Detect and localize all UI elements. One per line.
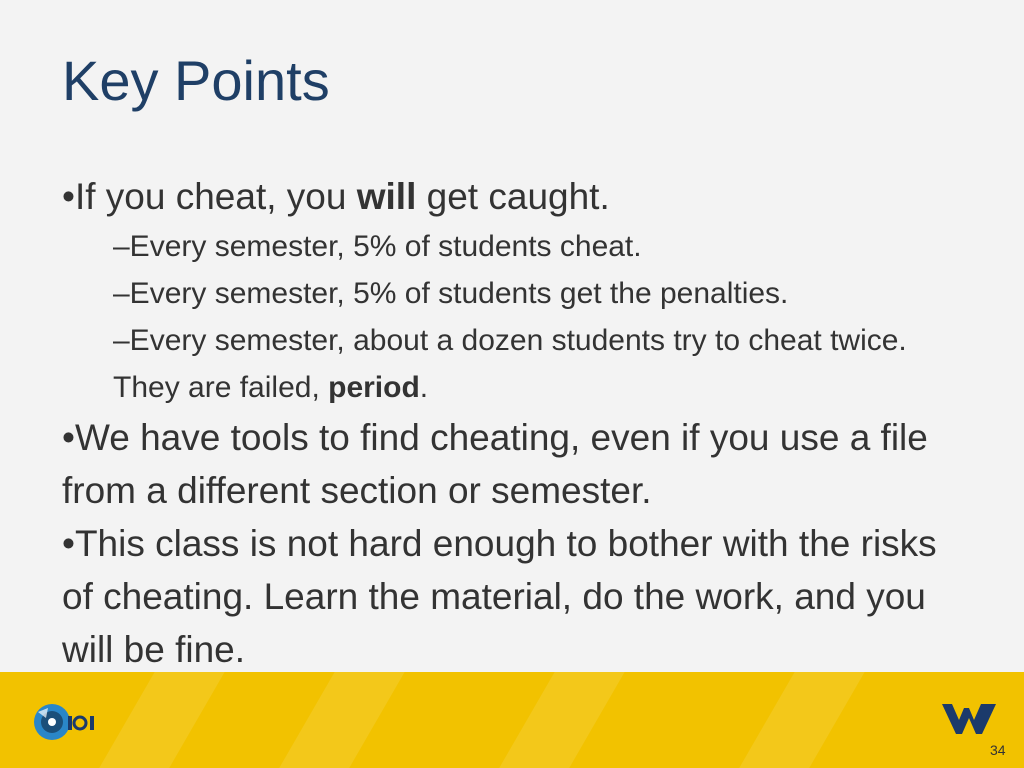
bullet-cheating-caught: [62, 170, 962, 223]
subbullet-text: .: [419, 371, 429, 404]
subbullet-penalty-rate: –Every semester, 5% of students get the penalties.: [113, 277, 789, 310]
subbullet-cheat-rate: –Every semester, 5% of students cheat.: [113, 230, 642, 263]
footer-band: [0, 672, 1024, 768]
bullet-text: •If you cheat, you: [62, 176, 357, 217]
bullet-text: get caught.: [416, 176, 610, 217]
bullet-not-worth-risk: •This class is not hard enough to bother with the risks of cheating. Learn the material, do the work, and you will be fine.: [62, 523, 937, 670]
slide-body: [62, 170, 962, 676]
bold-text: will: [356, 176, 417, 217]
footer-stripe: [462, 672, 647, 768]
course-logo-icon: [30, 698, 100, 746]
slide-title: Key Points: [62, 49, 330, 112]
wvu-logo-icon: [940, 700, 998, 736]
footer-stripe: [702, 672, 887, 768]
bold-text: period: [328, 371, 420, 404]
bullet-detection-tools: •We have tools to find cheating, even if you use a file from a different section or semester.: [62, 417, 928, 511]
subbullet-text: –Every semester, about a dozen students try to cheat twice. They are failed,: [113, 324, 907, 404]
subbullet-repeat-offenders: [113, 317, 963, 411]
footer-stripe: [242, 672, 427, 768]
page-number: 34: [990, 742, 1006, 758]
